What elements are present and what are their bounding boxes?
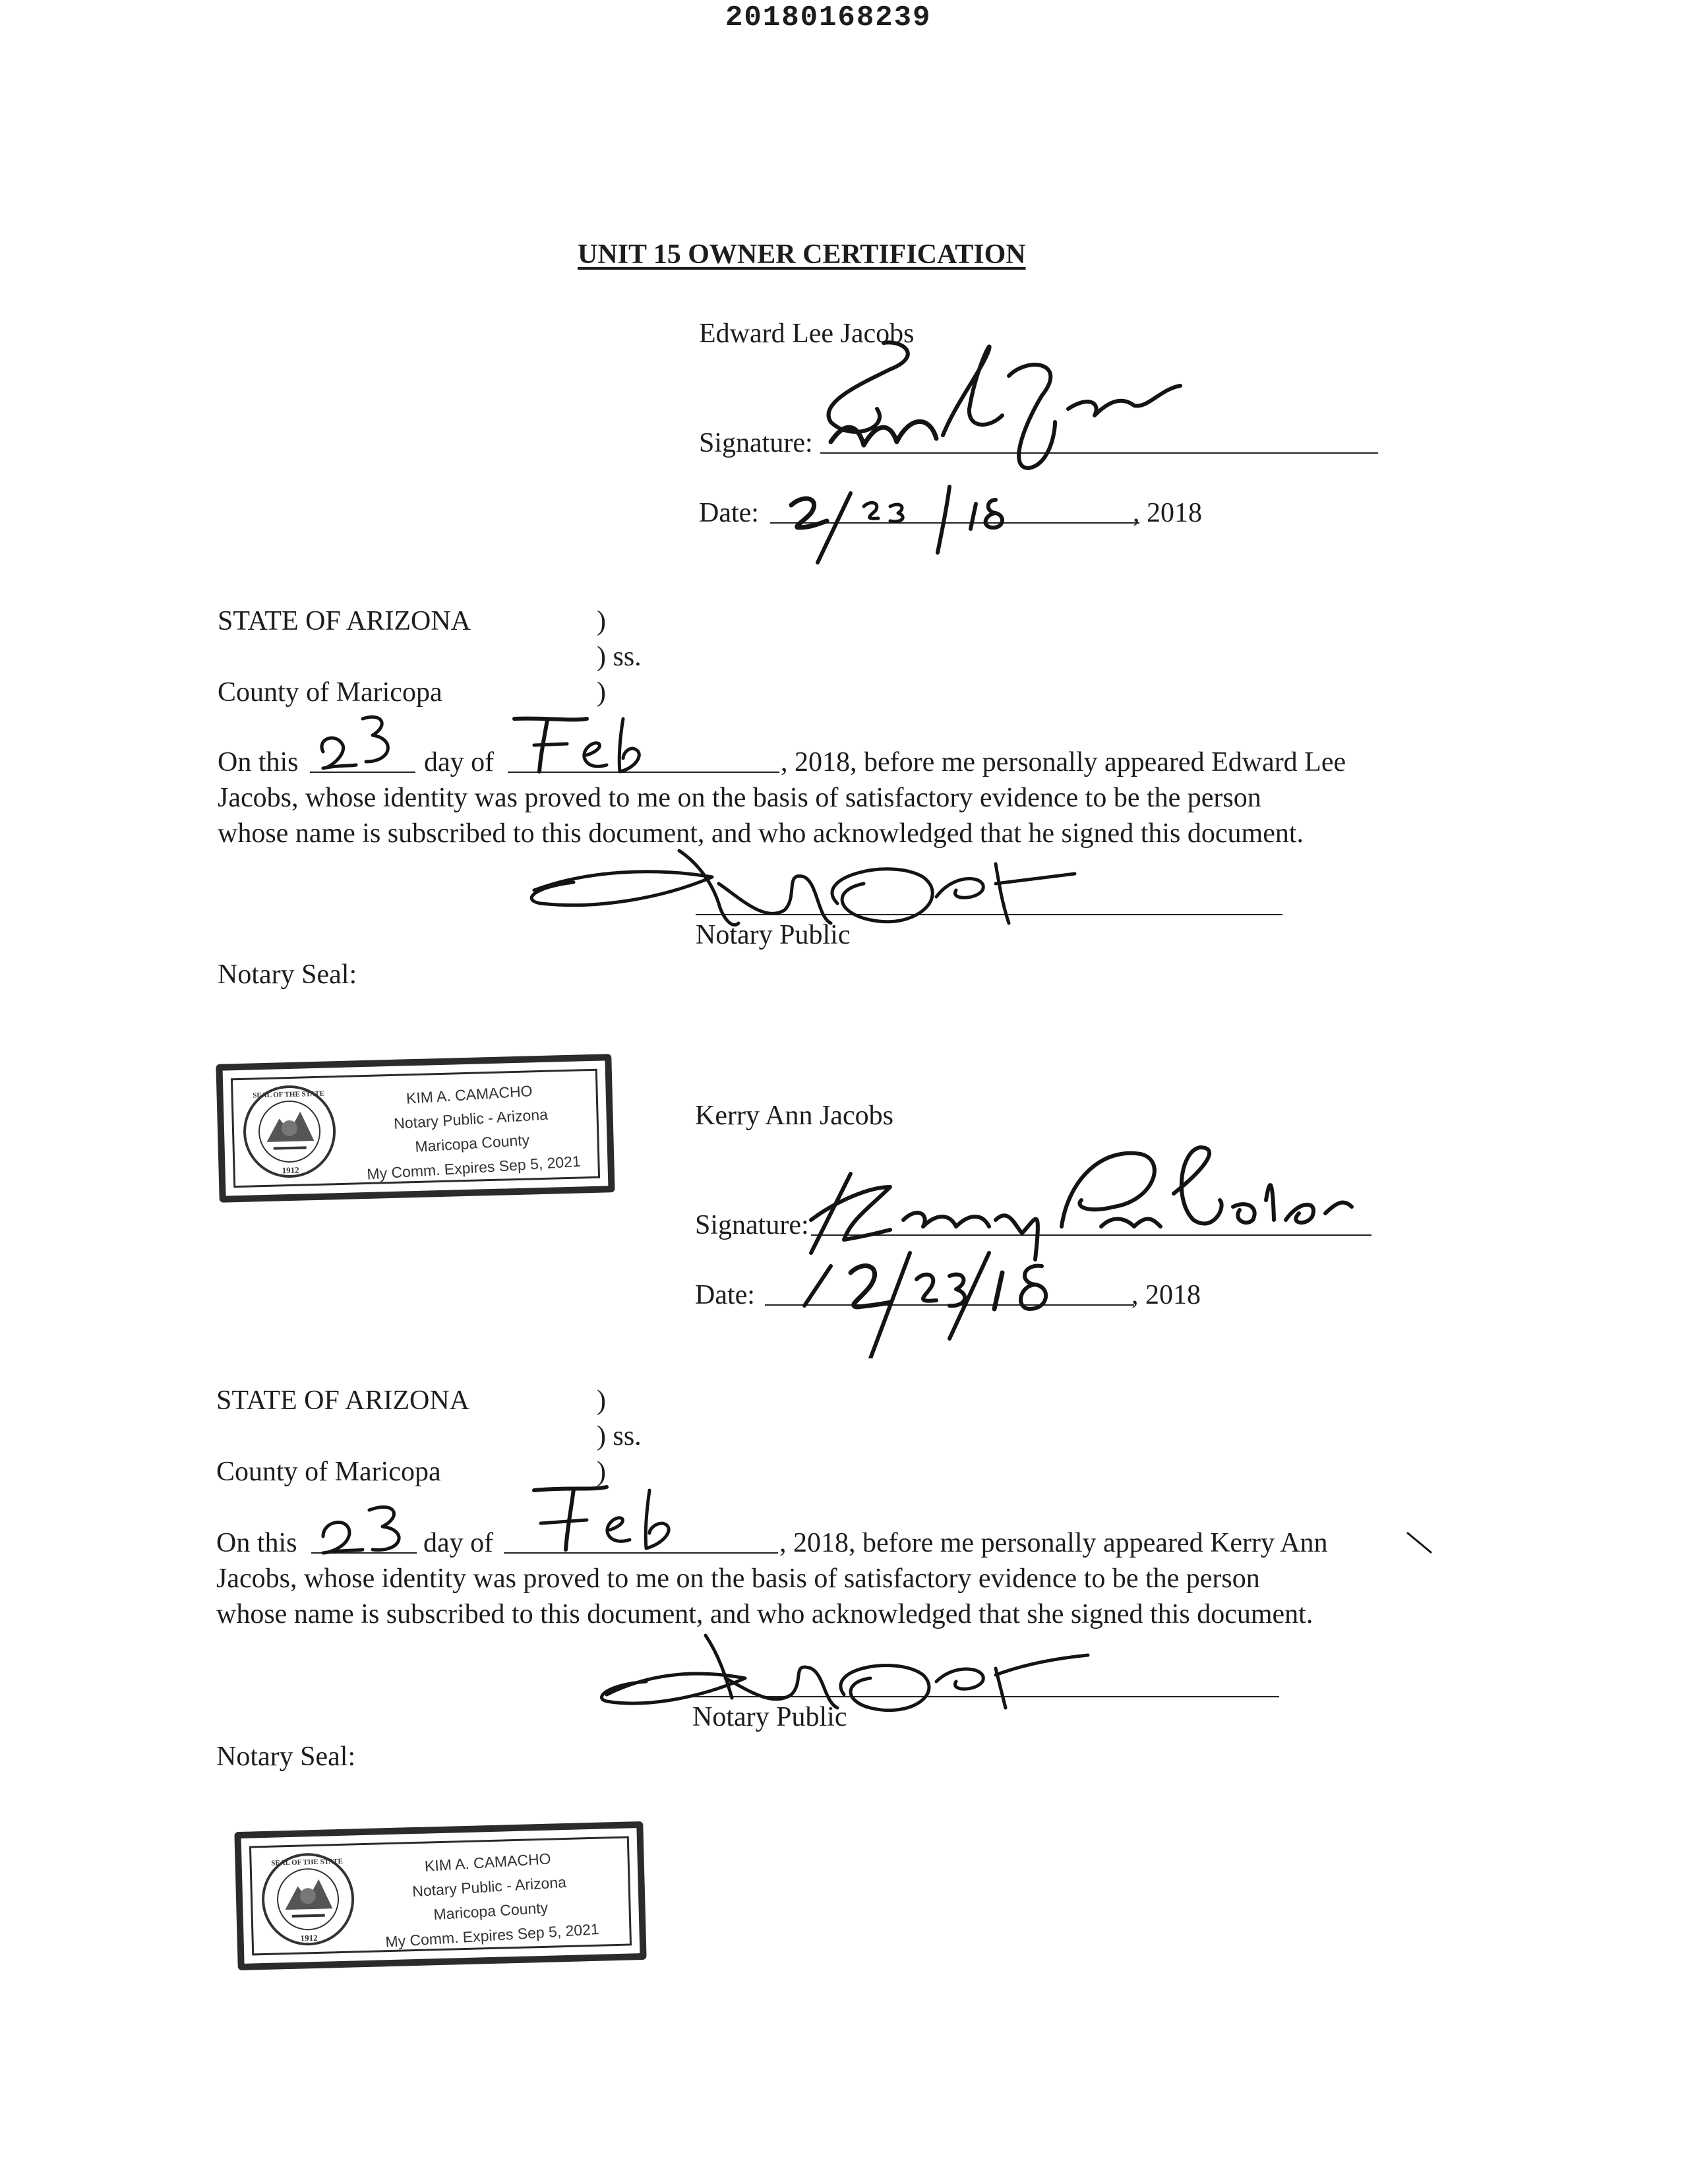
owner-1-ack-on-this: On this	[218, 747, 299, 777]
owner-1-date-label: Date:	[699, 498, 759, 528]
stamp-role: Notary Public - Arizona	[411, 1873, 567, 1900]
owner-1-signature	[791, 330, 1253, 481]
owner-1-venue-county: County of Maricopa	[218, 677, 442, 708]
document-number: 20180168239	[725, 1, 932, 34]
stamp-role: Notary Public - Arizona	[393, 1105, 549, 1132]
owner-1-notary-line	[696, 914, 1282, 915]
owner-2-ack-line3: whose name is subscribed to this document, and who acknowledged that she signed this document.	[216, 1599, 1313, 1629]
stamp-expires: My Comm. Expires Sep 5, 2021	[384, 1920, 600, 1951]
stray-mark	[1404, 1530, 1437, 1556]
owner-2-ack-day-of: day of	[423, 1528, 494, 1558]
owner-2-signature	[798, 1121, 1365, 1279]
svg-text:SEAL OF THE STATE: SEAL OF THE STATE	[271, 1857, 344, 1867]
owner-1-ack-day-of: day of	[424, 747, 495, 777]
stamp-county: Maricopa County	[414, 1131, 530, 1156]
svg-text:1912: 1912	[282, 1165, 299, 1176]
owner-1-signature-label: Signature:	[699, 428, 813, 458]
owner-2-venue-ss: ) ss.	[597, 1421, 642, 1451]
owner-1-seal-label: Notary Seal:	[218, 959, 357, 990]
svg-text:1912: 1912	[300, 1932, 318, 1943]
owner-1-month-line	[508, 772, 779, 773]
owner-1-day-line	[310, 772, 415, 773]
owner-1-venue-ss: ) ss.	[597, 642, 642, 672]
owner-2-name: Kerry Ann Jacobs	[695, 1101, 893, 1131]
owner-2-date-line	[765, 1304, 1134, 1306]
owner-2-venue-paren-top: )	[597, 1385, 606, 1416]
owner-1-day-handwritten	[310, 706, 415, 778]
owner-2-month-handwritten	[528, 1477, 725, 1556]
state-seal-icon	[239, 1081, 340, 1182]
state-seal-icon	[257, 1848, 359, 1950]
owner-1-signature-line	[820, 452, 1378, 454]
owner-1-venue-paren-bottom: )	[597, 677, 606, 708]
owner-1-ack-line1: , 2018, before me personally appeared Edward Lee	[781, 747, 1346, 777]
owner-1-ack-line3: whose name is subscribed to this document, and who acknowledged that he signed this document.	[218, 818, 1304, 849]
notary-stamp-1	[216, 1054, 615, 1203]
svg-text:SEAL OF THE STATE: SEAL OF THE STATE	[253, 1089, 325, 1100]
owner-1-venue-paren-top: )	[597, 606, 606, 636]
owner-1-notary-label: Notary Public	[696, 920, 851, 950]
stamp-name: KIM A. CAMACHO	[424, 1850, 552, 1875]
owner-2-venue-state: STATE OF ARIZONA	[216, 1385, 469, 1416]
owner-1-month-handwritten	[508, 712, 706, 778]
owner-1-date-year: , 2018	[1133, 498, 1202, 528]
owner-2-ack-line1: , 2018, before me personally appeared Kerry Ann	[779, 1528, 1328, 1558]
stamp-expires: My Comm. Expires Sep 5, 2021	[366, 1152, 582, 1183]
owner-2-date-year: , 2018	[1131, 1280, 1201, 1310]
owner-2-signature-line	[811, 1234, 1372, 1236]
owner-2-month-line	[504, 1552, 778, 1554]
stamp-name: KIM A. CAMACHO	[406, 1082, 533, 1107]
owner-2-notary-label: Notary Public	[692, 1702, 847, 1732]
owner-2-notary-line	[692, 1696, 1279, 1697]
owner-2-seal-label: Notary Seal:	[216, 1742, 356, 1772]
page-title: UNIT 15 OWNER CERTIFICATION	[578, 239, 1026, 270]
owner-2-signature-label: Signature:	[695, 1210, 809, 1240]
owner-2-date-handwritten	[791, 1246, 1095, 1358]
owner-2-day-line	[311, 1552, 417, 1554]
owner-1-venue-state: STATE OF ARIZONA	[218, 606, 471, 636]
owner-1-date-line	[770, 522, 1139, 524]
owner-2-ack-on-this: On this	[216, 1528, 297, 1558]
owner-1-ack-line2: Jacobs, whose identity was proved to me on the basis of satisfactory evidence to be the person	[218, 783, 1261, 813]
owner-1-notary-signature	[521, 837, 1279, 936]
notary-stamp-2	[234, 1821, 646, 1970]
owner-2-venue-paren-bottom: )	[597, 1457, 606, 1487]
owner-2-ack-line2: Jacobs, whose identity was proved to me on the basis of satisfactory evidence to be the person	[216, 1563, 1260, 1594]
owner-2-date-label: Date:	[695, 1280, 755, 1310]
owner-1-name: Edward Lee Jacobs	[699, 318, 915, 349]
stamp-county: Maricopa County	[433, 1898, 549, 1924]
owner-2-venue-county: County of Maricopa	[216, 1457, 441, 1487]
